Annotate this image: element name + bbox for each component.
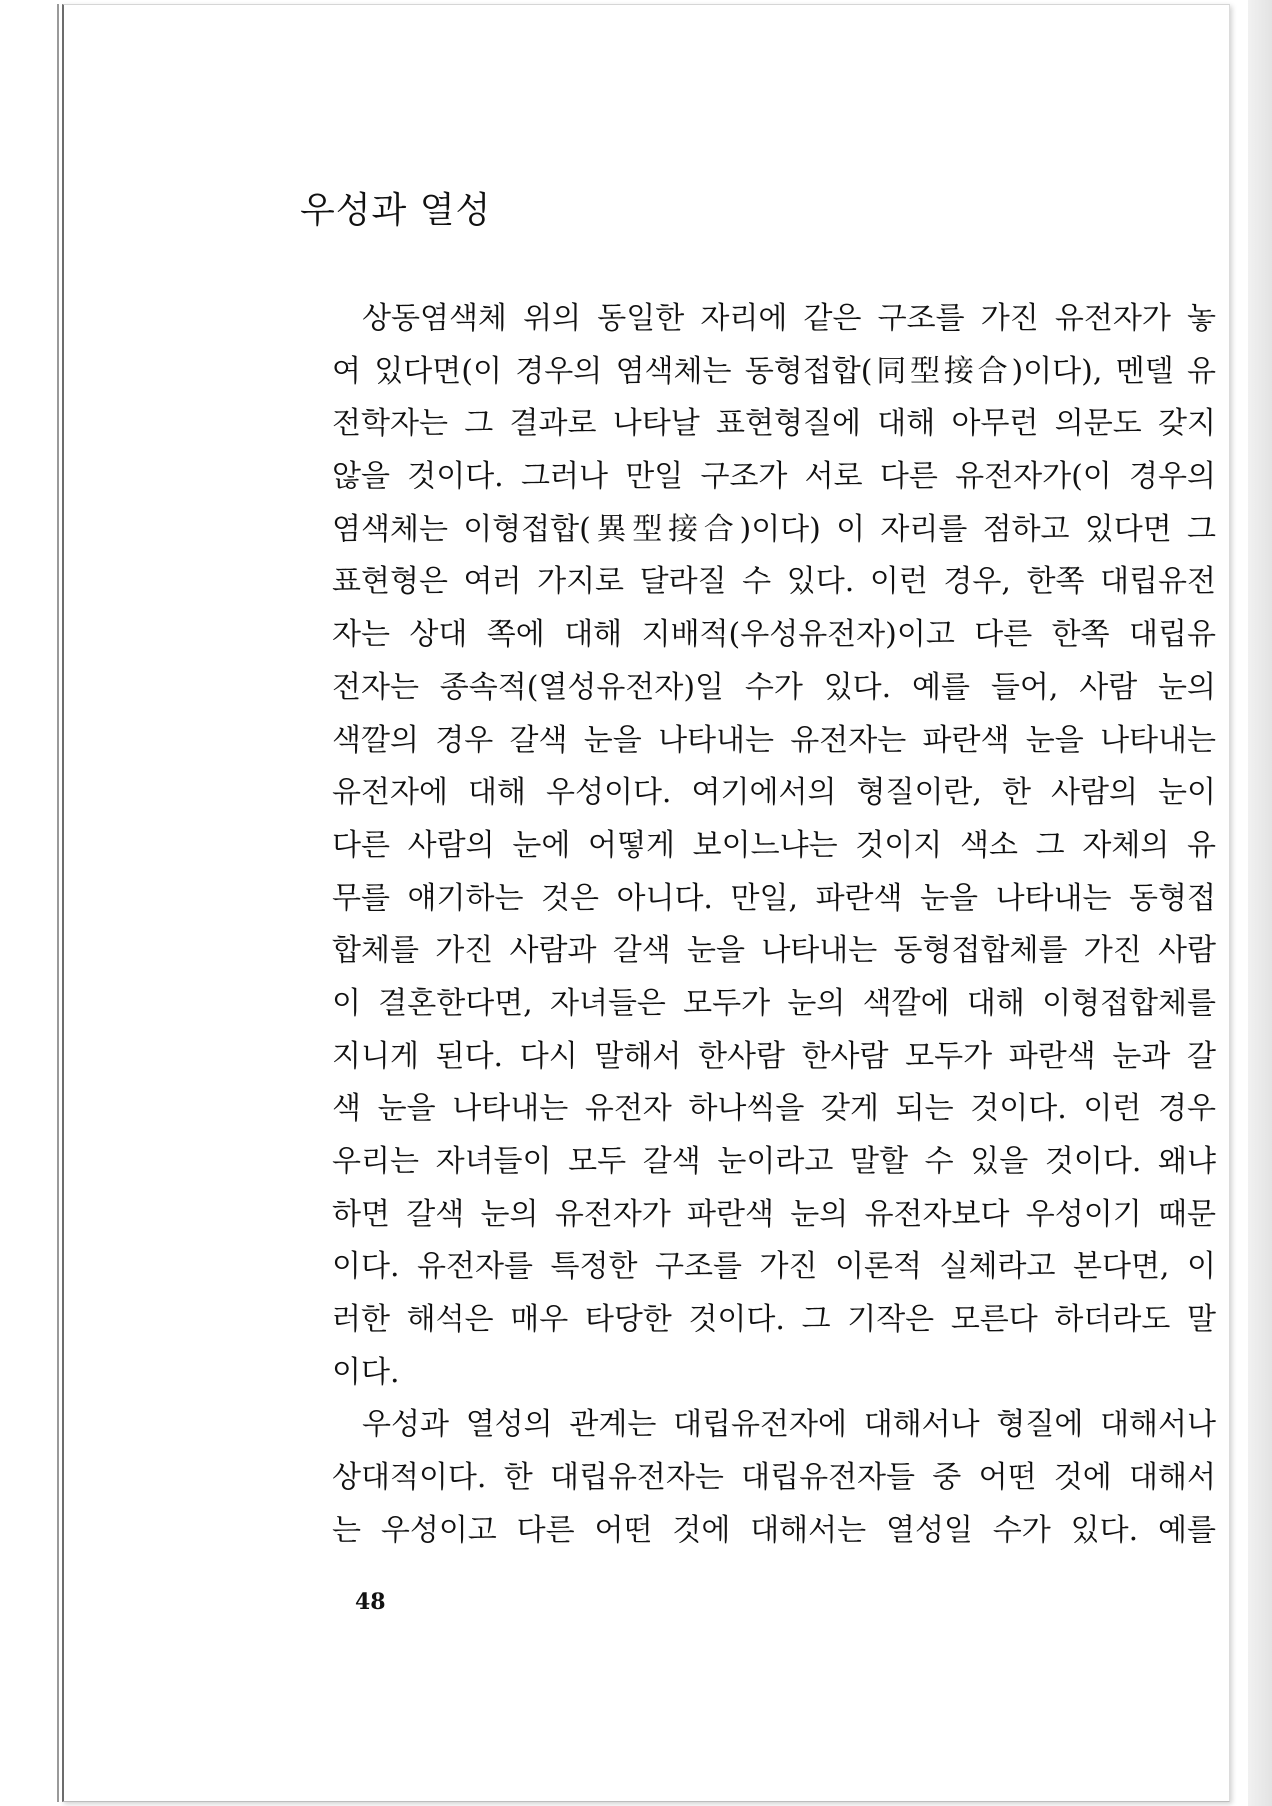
book-page (62, 4, 1230, 1802)
text-line: 색 눈을 나타내는 유전자 하나씩을 갖게 되는 것이다. 이런 경우 (332, 1091, 1216, 1127)
text-line: 러한 해석은 매우 타당한 것이다. 그 기작은 모른다 하더라도 말 (332, 1302, 1216, 1338)
text-line: 우리는 자녀들이 모두 갈색 눈이라고 말할 수 있을 것이다. 왜냐 (332, 1144, 1216, 1179)
text-line: 염색체는 이형접합(異型接合)이다) 이 자리를 점하고 있다면 그 (332, 511, 1216, 547)
text-line: 않을 것이다. 그러나 만일 구조가 서로 다른 유전자가(이 경우의 (332, 459, 1216, 495)
text-line: 전자는 종속적(열성유전자)일 수가 있다. 예를 들어, 사람 눈의 (332, 669, 1216, 705)
text-line: 이다. (332, 1354, 400, 1390)
text-line: 지니게 된다. 다시 말해서 한사람 한사람 모두가 파란색 눈과 갈 (332, 1038, 1216, 1074)
text-line: 는 우성이고 다른 어떤 것에 대해서는 열성일 수가 있다. 예를 (332, 1512, 1216, 1548)
scan-edge-shade (1248, 0, 1272, 1806)
text-line: 상동염색체 위의 동일한 자리에 같은 구조를 가진 유전자가 놓 (362, 301, 1216, 336)
section-title: 우성과 열성 (300, 190, 492, 231)
text-line: 전학자는 그 결과로 나타날 표현형질에 대해 아무런 의문도 갖지 (332, 406, 1216, 442)
text-line: 표현형은 여러 가지로 달라질 수 있다. 이런 경우, 한쪽 대립유전 (332, 564, 1216, 600)
text-line: 우성과 열성의 관계는 대립유전자에 대해서나 형질에 대해서나 (362, 1407, 1216, 1443)
text-line: 색깔의 경우 갈색 눈을 나타내는 유전자는 파란색 눈을 나타내는 (332, 722, 1216, 758)
text-line: 하면 갈색 눈의 유전자가 파란색 눈의 유전자보다 우성이기 때문 (332, 1196, 1216, 1232)
text-line: 다른 사람의 눈에 어떻게 보이느냐는 것이지 색소 그 자체의 유 (332, 827, 1216, 863)
text-line: 자는 상대 쪽에 대해 지배적(우성유전자)이고 다른 한쪽 대립유 (332, 617, 1216, 653)
text-line: 합체를 가진 사람과 갈색 눈을 나타내는 동형접합체를 가진 사람 (332, 933, 1216, 969)
text-line: 이 결혼한다면, 자녀들은 모두가 눈의 색깔에 대해 이형접합체를 (332, 985, 1216, 1021)
page-number: 48 (355, 1589, 386, 1615)
text-line: 무를 얘기하는 것은 아니다. 만일, 파란색 눈을 나타내는 동형접 (332, 880, 1216, 916)
body-text (332, 293, 1216, 1558)
text-line: 유전자에 대해 우성이다. 여기에서의 형질이란, 한 사람의 눈이 (332, 775, 1216, 811)
text-line: 이다. 유전자를 특정한 구조를 가진 이론적 실체라고 본다면, 이 (332, 1249, 1216, 1285)
text-line: 여 있다면(이 경우의 염색체는 동형접합(同型接合)이다), 멘델 유 (332, 353, 1216, 389)
text-line: 상대적이다. 한 대립유전자는 대립유전자들 중 어떤 것에 대해서 (332, 1460, 1216, 1496)
